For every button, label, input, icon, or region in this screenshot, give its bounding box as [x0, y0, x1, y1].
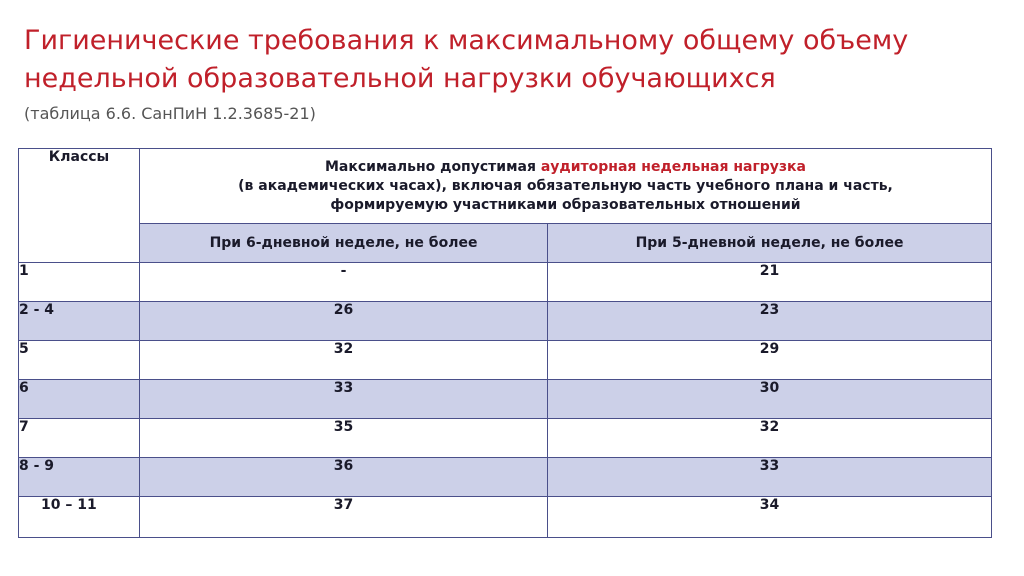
table-row [19, 458, 992, 497]
table-row [19, 263, 992, 302]
row-class: 10 – 11 [19, 497, 140, 538]
subheader-six-day: При 6-дневной неделе, не более [140, 224, 548, 263]
row-six-day-value: 32 [140, 341, 548, 380]
row-class: 5 [19, 341, 140, 380]
main-header-line2: (в академических часах), включая обязательную часть учебного плана и часть, [238, 177, 893, 194]
row-class: 6 [19, 380, 140, 419]
row-six-day-value: 33 [140, 380, 548, 419]
table-row [19, 497, 992, 538]
page-subtitle: (таблица 6.6. СанПиН 1.2.3685-21) [24, 104, 316, 123]
table-header-row [19, 149, 992, 224]
main-header-line3: формируемую участниками образовательных отношений [330, 196, 801, 213]
main-header-prefix: Максимально допустимая [324, 158, 541, 175]
table-subheader-row [19, 224, 992, 263]
row-six-day-value: 37 [140, 497, 548, 538]
row-six-day-value: 26 [140, 302, 548, 341]
weekly-load-table [18, 148, 992, 538]
table-row [19, 419, 992, 458]
row-five-day-value: 29 [548, 341, 992, 380]
table-row [19, 302, 992, 341]
row-five-day-value: 30 [548, 380, 992, 419]
row-five-day-value: 34 [548, 497, 992, 538]
row-class: 7 [19, 419, 140, 458]
table-row [19, 341, 992, 380]
table-row [19, 380, 992, 419]
row-five-day-value: 21 [548, 263, 992, 302]
row-class: 8 - 9 [19, 458, 140, 497]
row-six-day-value: 36 [140, 458, 548, 497]
page-title: Гигиенические требования к максимальному общему объему недельной образовательной нагрузки обучающихся [24, 25, 909, 94]
classes-header: Классы [19, 149, 140, 263]
row-five-day-value: 32 [548, 419, 992, 458]
row-five-day-value: 23 [548, 302, 992, 341]
row-six-day-value: - [140, 263, 548, 302]
row-five-day-value: 33 [548, 458, 992, 497]
subheader-five-day: При 5-дневной неделе, не более [548, 224, 992, 263]
row-class: 1 [19, 263, 140, 302]
main-header-accent: аудиторная недельная нагрузка [540, 158, 806, 175]
main-header [140, 149, 992, 224]
row-six-day-value: 35 [140, 419, 548, 458]
row-class: 2 - 4 [19, 302, 140, 341]
